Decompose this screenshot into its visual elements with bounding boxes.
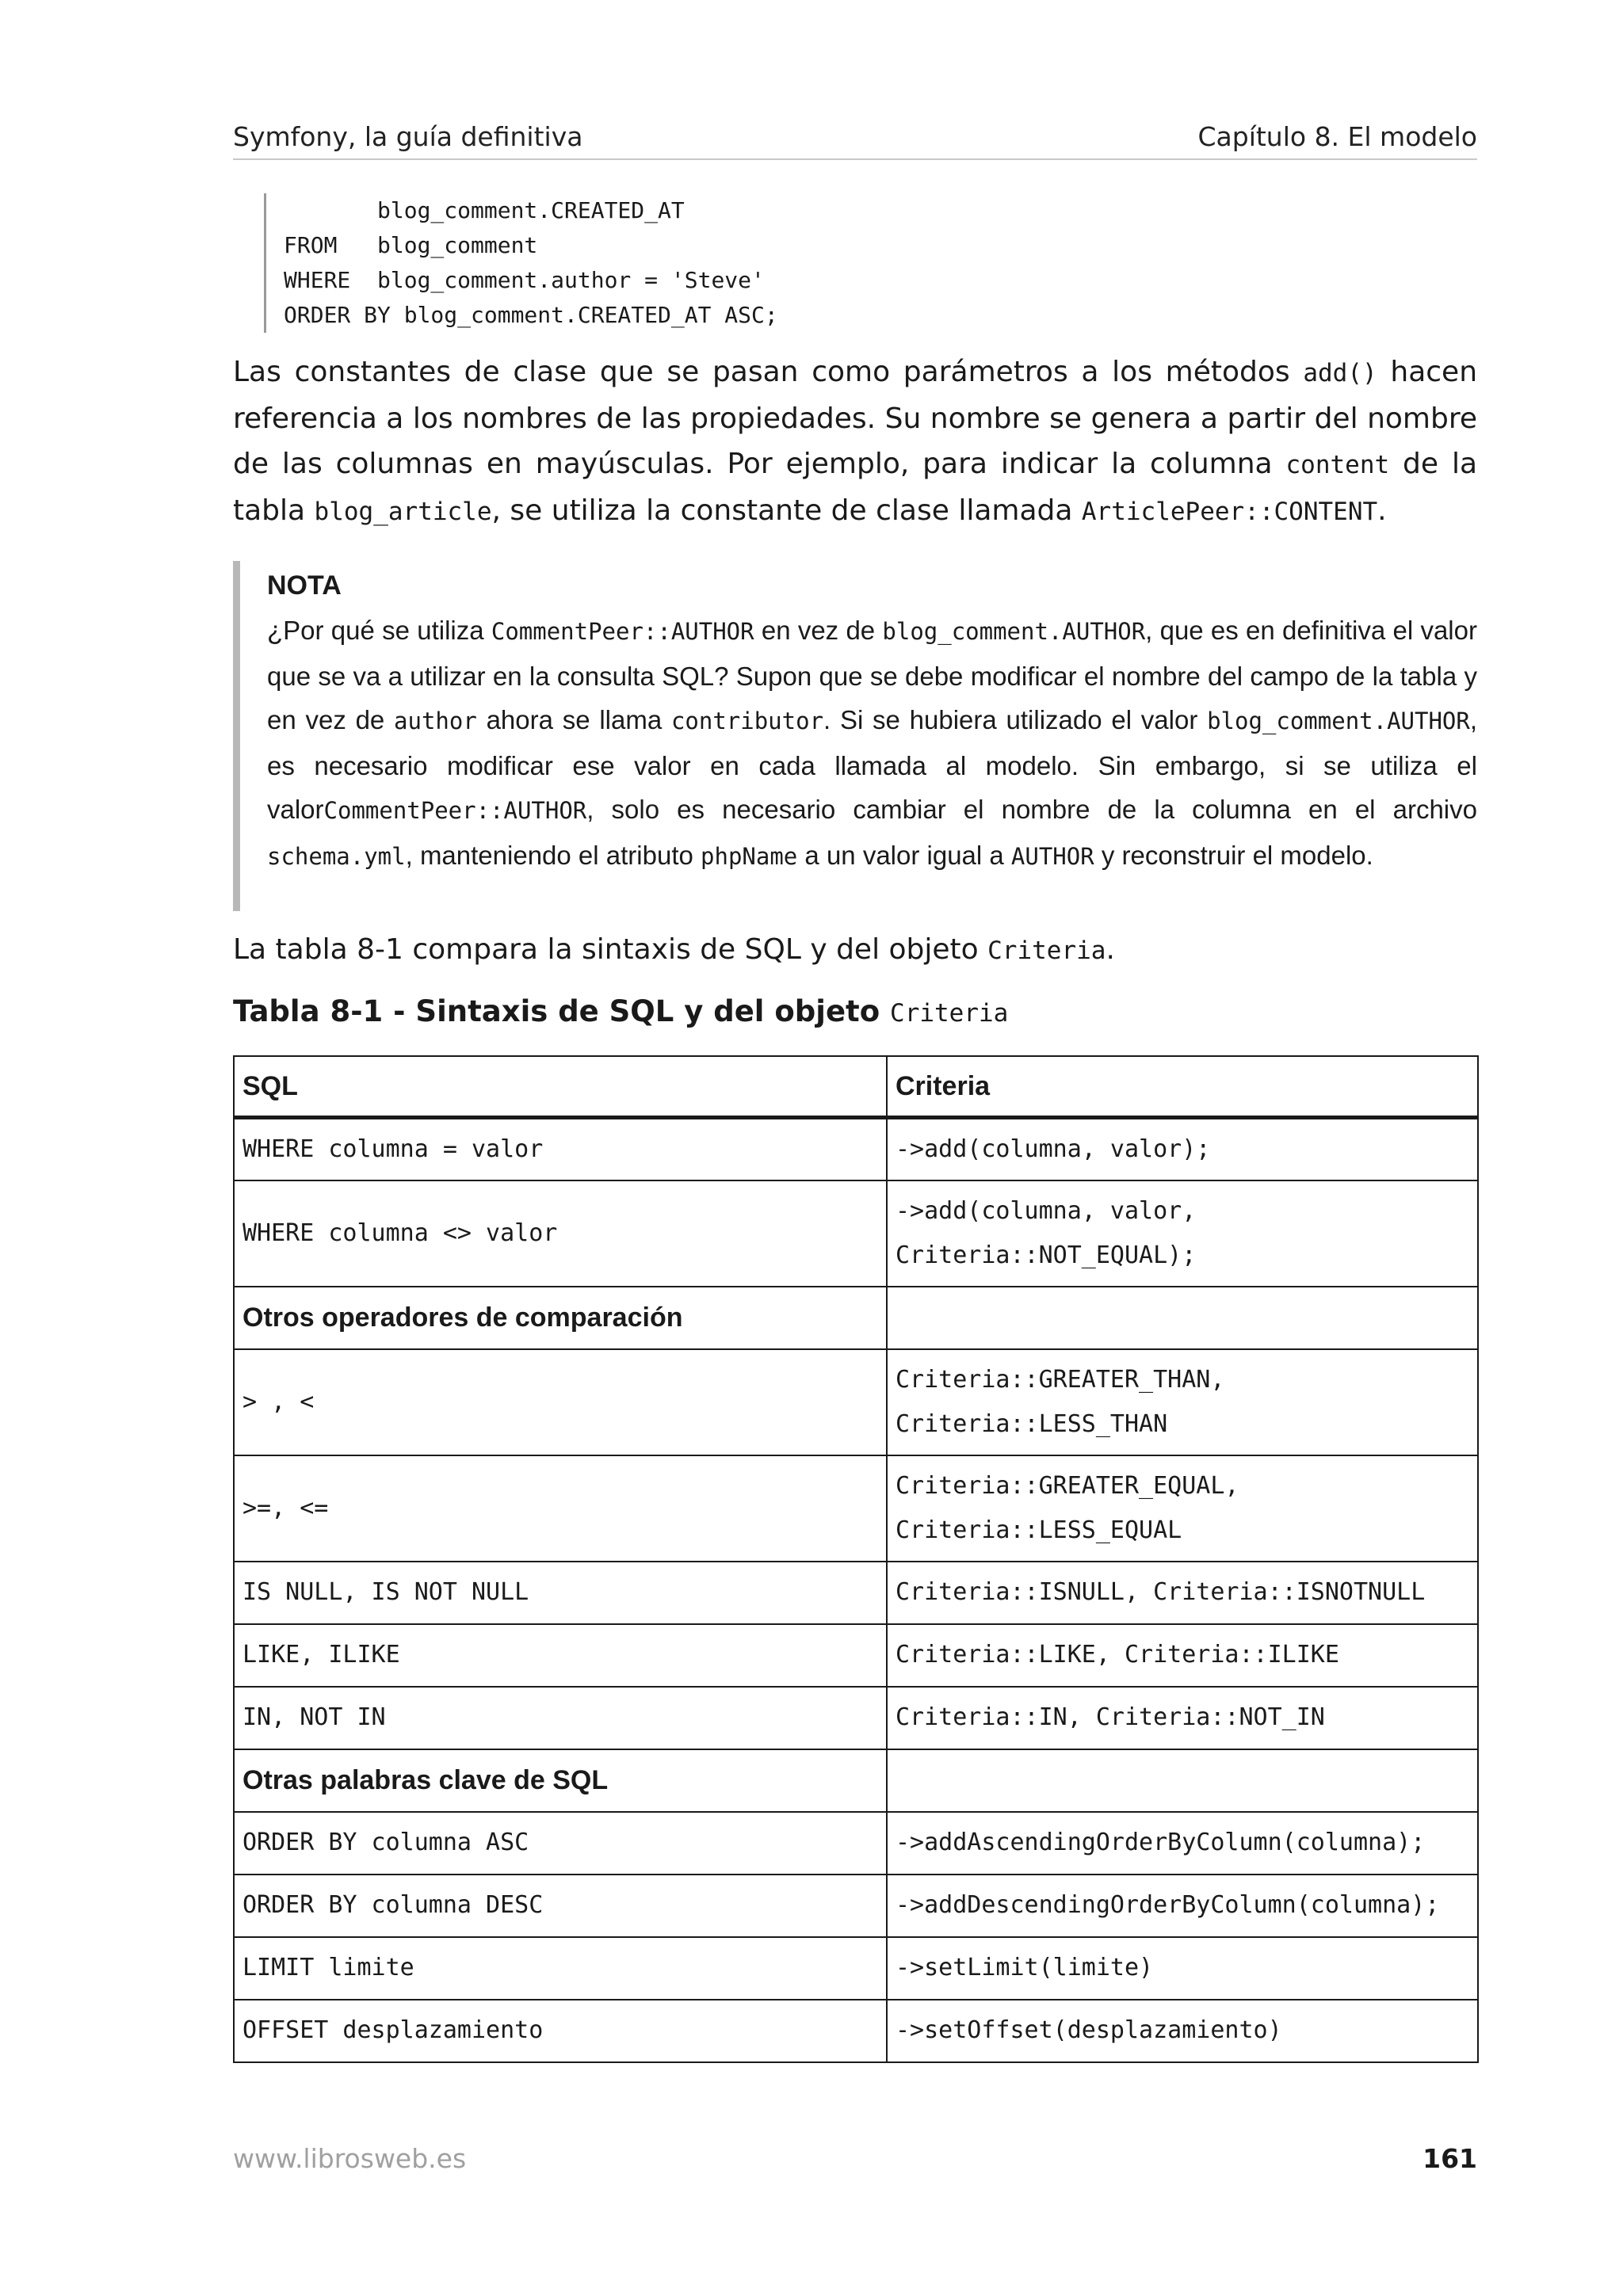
inline-code: ArticlePeer::CONTENT: [1081, 498, 1378, 526]
table-row: [234, 1875, 1478, 1937]
sql-cell: ORDER BY columna DESC: [234, 1875, 887, 1937]
caption-text: Tabla 8-1 - Sintaxis de SQL y del objeto: [233, 994, 891, 1028]
text: en vez de: [754, 616, 883, 645]
text: , que es en definitiva el valor que se va a utilizar en la consulta SQL? Supon que se debe modificar el nombre del campo de la tabla y en vez de: [267, 616, 1477, 734]
sql-cell: ORDER BY columna ASC: [234, 1812, 887, 1875]
text: y reconstruir el modelo.: [1094, 840, 1373, 870]
inline-code: author: [394, 707, 477, 734]
sql-cell: LIKE, ILIKE: [234, 1624, 887, 1687]
criteria-line: Criteria::LESS_THAN: [896, 1409, 1168, 1438]
inline-code: blog_comment.AUTHOR: [1207, 707, 1470, 734]
page-header: [233, 119, 1477, 160]
inline-code: content: [1285, 451, 1390, 479]
criteria-cell: [887, 1937, 1478, 2000]
section-label: Otros operadores de comparación: [234, 1287, 887, 1349]
text: hacen referencia a los nombres de las propiedades. Su nombre se genera a partir del nombre de las columnas en mayúsculas. Por ejemplo, para indicar la columna: [233, 356, 1478, 480]
text: , solo es necesario cambiar el nombre de la columna en el archivo: [586, 795, 1477, 824]
table-body: [234, 1118, 1478, 2062]
paragraph-constants: [233, 349, 1477, 535]
inline-code: blog_comment.AUTHOR: [882, 618, 1146, 645]
text: ¿Por qué se utiliza: [267, 616, 491, 645]
inline-code: CommentPeer::AUTHOR: [491, 618, 754, 645]
text: ahora se llama: [476, 705, 671, 734]
column-header-sql: SQL: [234, 1056, 887, 1118]
inline-code: schema.yml: [267, 842, 406, 870]
criteria-cell: [887, 1180, 1478, 1287]
table-row: [234, 2000, 1478, 2062]
table-caption: [233, 992, 1008, 1033]
code-line: FROM blog_comment: [284, 232, 538, 258]
code-line: blog_comment.CREATED_AT: [284, 197, 685, 223]
inline-code: phpName: [701, 842, 798, 870]
criteria-cell: [887, 1118, 1478, 1180]
text: de la tabla: [233, 448, 1478, 527]
section-empty-cell: [887, 1287, 1478, 1349]
criteria-cell: [887, 2000, 1478, 2062]
note-body: [267, 608, 1477, 879]
table-row: [234, 1455, 1478, 1562]
section-empty-cell: [887, 1749, 1478, 1812]
text: , es necesario modificar ese valor en cada llamada al modelo. Sin embargo, si se utiliza el valor: [267, 705, 1477, 824]
column-header-criteria: Criteria: [887, 1056, 1478, 1118]
inline-code: blog_article: [314, 498, 492, 526]
table-row: [234, 1118, 1478, 1180]
sql-cell: LIMIT limite: [234, 1937, 887, 2000]
sql-criteria-table: [233, 1055, 1479, 2063]
caption-code: Criteria: [890, 999, 1009, 1028]
table-row: [234, 1562, 1478, 1624]
table-row: [234, 1812, 1478, 1875]
sql-cell: >=, <=: [234, 1455, 887, 1562]
text: . Si se hubiera utilizado el valor: [823, 705, 1208, 734]
code-line: WHERE blog_comment.author = 'Steve': [284, 267, 765, 293]
criteria-line: Criteria::ISNULL, Criteria::ISNOTNULL: [896, 1578, 1426, 1606]
table-row: [234, 1687, 1478, 1749]
criteria-line: ->addDescendingOrderByColumn(columna);: [896, 1891, 1440, 1919]
section-label: Otras palabras clave de SQL: [234, 1749, 887, 1812]
paragraph-table-intro: [233, 927, 1477, 974]
criteria-line: Criteria::IN, Criteria::NOT_IN: [896, 1703, 1325, 1731]
sql-cell: IS NULL, IS NOT NULL: [234, 1562, 887, 1624]
criteria-line: ->add(columna, valor,: [896, 1196, 1197, 1225]
note-box: [233, 561, 1484, 911]
inline-code: contributor: [670, 707, 824, 734]
table-row: [234, 1349, 1478, 1455]
criteria-line: Criteria::LIKE, Criteria::ILIKE: [896, 1641, 1339, 1669]
criteria-line: Criteria::LESS_EQUAL: [896, 1516, 1182, 1544]
text: .: [1106, 933, 1115, 966]
page-number: 161: [1423, 2143, 1477, 2174]
criteria-cell: [887, 1455, 1478, 1562]
sql-cell: IN, NOT IN: [234, 1687, 887, 1749]
criteria-cell: [887, 1562, 1478, 1624]
table-row: [234, 1937, 1478, 2000]
sql-cell: OFFSET desplazamiento: [234, 2000, 887, 2062]
criteria-line: ->addAscendingOrderByColumn(columna);: [896, 1829, 1426, 1856]
criteria-cell: [887, 1349, 1478, 1455]
table-section-row: [234, 1749, 1478, 1812]
criteria-line: Criteria::GREATER_THAN,: [896, 1365, 1225, 1394]
inline-code: AUTHOR: [1010, 842, 1094, 870]
criteria-line: ->add(columna, valor);: [896, 1135, 1211, 1163]
inline-code: CommentPeer::AUTHOR: [323, 797, 587, 824]
table-header-row: [234, 1056, 1478, 1118]
table-section-row: [234, 1287, 1478, 1349]
criteria-line: ->setLimit(limite): [896, 1954, 1154, 1981]
text: .: [1377, 494, 1387, 527]
criteria-cell: [887, 1812, 1478, 1875]
code-line: ORDER BY blog_comment.CREATED_AT ASC;: [284, 302, 778, 328]
sql-cell: > , <: [234, 1349, 887, 1455]
criteria-cell: [887, 1624, 1478, 1687]
footer-url: www.librosweb.es: [233, 2143, 467, 2174]
inline-code: add(): [1303, 359, 1377, 387]
sql-cell: WHERE columna = valor: [234, 1118, 887, 1180]
criteria-line: ->setOffset(desplazamiento): [896, 2016, 1282, 2044]
criteria-line: Criteria::NOT_EQUAL);: [896, 1241, 1197, 1269]
chapter-title: Capítulo 8. El modelo: [1197, 121, 1477, 152]
sql-code-block: [264, 193, 1472, 333]
text: La tabla 8-1 compara la sintaxis de SQL y del objeto: [233, 933, 988, 966]
table-row: [234, 1624, 1478, 1687]
book-title: Symfony, la guía definitiva: [233, 121, 583, 152]
inline-code: Criteria: [987, 936, 1106, 965]
table-row: [234, 1180, 1478, 1287]
criteria-line: Criteria::GREATER_EQUAL,: [896, 1471, 1239, 1500]
text: , se utiliza la constante de clase llamada: [491, 494, 1082, 527]
criteria-cell: [887, 1687, 1478, 1749]
text: , manteniendo el atributo: [405, 840, 701, 870]
note-title: NOTA: [267, 570, 342, 601]
text: Las constantes de clase que se pasan como parámetros a los métodos: [233, 356, 1304, 388]
sql-cell: WHERE columna <> valor: [234, 1180, 887, 1287]
text: a un valor igual a: [797, 840, 1011, 870]
criteria-cell: [887, 1875, 1478, 1937]
